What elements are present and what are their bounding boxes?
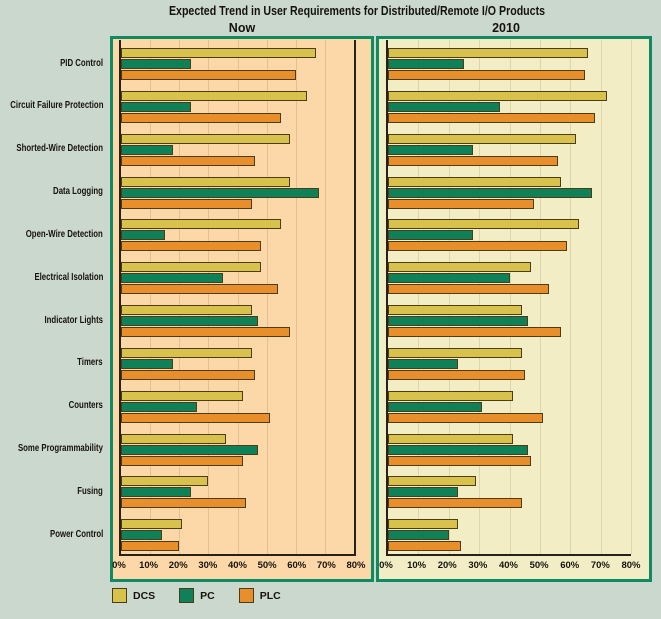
bar-pc [121, 359, 173, 369]
x-tick-label: 30% [468, 560, 488, 571]
bar-pc [121, 487, 191, 497]
bar-dcs [121, 48, 316, 58]
bar-group [388, 468, 631, 511]
x-tick-label: 50% [257, 560, 277, 571]
bar-plc [121, 498, 246, 508]
bar-plc [388, 241, 567, 251]
bar-dcs [388, 134, 576, 144]
bar-dcs [388, 476, 476, 486]
bar-pc [121, 402, 197, 412]
x-tick-label: 70% [590, 560, 610, 571]
bar-dcs [121, 348, 252, 358]
bar-dcs [121, 391, 243, 401]
x-tick-label: 60% [560, 560, 580, 571]
bar-dcs [388, 177, 561, 187]
x-tick-label: 30% [198, 560, 218, 571]
x-tick-label: 10% [139, 560, 159, 571]
bar-dcs [121, 177, 290, 187]
chart-title: Expected Trend in User Requirements for Distributed/Remote I/O Products [168, 4, 546, 18]
bar-plc [388, 284, 549, 294]
x-tick-label: 20% [168, 560, 188, 571]
bar-dcs [388, 391, 513, 401]
bar-group [121, 297, 354, 340]
legend-swatch [179, 588, 194, 603]
bar-group [121, 83, 354, 126]
category-axis [0, 40, 106, 554]
x-tick-label: 40% [227, 560, 248, 571]
bar-group [121, 211, 354, 254]
legend-label: PC [200, 589, 215, 602]
bar-pc [121, 316, 258, 326]
bar-dcs [121, 262, 261, 272]
bar-group [121, 40, 354, 83]
legend-swatch [112, 588, 127, 603]
x-tick-label: 20% [437, 560, 457, 571]
bar-pc [121, 530, 162, 540]
bar-dcs [388, 434, 513, 444]
bar-dcs [388, 519, 458, 529]
bar-pc [388, 145, 473, 155]
legend-item-pc [179, 588, 215, 603]
bar-dcs [388, 348, 522, 358]
bar-pc [388, 230, 473, 240]
bar-plc [121, 413, 270, 423]
legend-item-dcs [112, 588, 155, 603]
category-label: Indicator Lights [44, 314, 103, 326]
bar-pc [121, 445, 258, 455]
bar-pc [388, 402, 482, 412]
category-label: Electrical Isolation [34, 271, 103, 283]
panel-2010 [376, 36, 652, 582]
bar-group [121, 254, 354, 297]
bar-pc [388, 59, 464, 69]
bar-group [121, 169, 354, 212]
legend-item-plc [239, 588, 281, 603]
bar-plc [388, 70, 585, 80]
bar-plc [121, 327, 290, 337]
category-label: Circuit Failure Protection [9, 100, 103, 112]
bar-dcs [388, 91, 607, 101]
category-label: Fusing [77, 485, 103, 497]
legend-label: DCS [133, 589, 156, 602]
category-label: Some Programmability [18, 443, 103, 454]
panel-title-now: Now [228, 21, 256, 35]
bar-dcs [121, 305, 252, 315]
bar-group [388, 126, 631, 169]
category-label: Power Control [49, 528, 103, 540]
category-label: Open-Wire Detection [25, 228, 103, 240]
x-tick-label: 50% [529, 560, 549, 571]
panel-title-2010: 2010 [492, 21, 520, 35]
x-tick-label: 0% [112, 560, 126, 571]
bar-dcs [121, 134, 290, 144]
category-label: Data Logging [53, 186, 103, 197]
bar-dcs [388, 48, 588, 58]
bar-pc [121, 273, 223, 283]
bar-group [388, 383, 631, 426]
category-label: PID Control [60, 57, 103, 69]
bar-pc [388, 359, 458, 369]
bar-group [121, 126, 354, 169]
bar-dcs [388, 305, 522, 315]
bar-pc [388, 487, 458, 497]
bar-pc [388, 273, 510, 283]
bar-plc [121, 456, 243, 466]
bar-plc [388, 199, 534, 209]
bar-group [388, 340, 631, 383]
bar-group [388, 511, 631, 554]
x-tick-label: 10% [407, 560, 427, 571]
bar-group [388, 211, 631, 254]
bar-pc [121, 230, 165, 240]
bar-pc [388, 102, 500, 112]
bar-plc [121, 113, 281, 123]
bar-dcs [121, 519, 182, 529]
bar-group [388, 297, 631, 340]
bar-plc [121, 284, 278, 294]
bar-group [121, 426, 354, 469]
bar-pc [121, 102, 191, 112]
bar-dcs [388, 262, 531, 272]
bar-pc [388, 316, 528, 326]
gridline [631, 40, 632, 554]
bar-plc [388, 327, 561, 337]
legend [112, 588, 281, 603]
bar-dcs [121, 91, 307, 101]
bar-plc [388, 541, 461, 551]
x-tick-label: 40% [498, 560, 519, 571]
bar-group [388, 426, 631, 469]
category-label: Timers [77, 357, 103, 369]
bar-group [388, 254, 631, 297]
bar-plc [388, 413, 543, 423]
x-tick-label: 80% [621, 560, 641, 571]
legend-swatch [239, 588, 254, 603]
bar-plc [388, 156, 558, 166]
bar-plc [121, 70, 296, 80]
bar-plc [388, 498, 522, 508]
bar-dcs [121, 434, 226, 444]
bar-pc [388, 530, 449, 540]
bar-pc [121, 59, 191, 69]
plot-area-2010 [386, 40, 631, 556]
x-axis-2010 [379, 560, 641, 576]
bar-group [388, 40, 631, 83]
bar-plc [388, 456, 531, 466]
category-label: Counters [68, 400, 103, 412]
bar-plc [388, 113, 595, 123]
category-label: Shorted-Wire Detection [16, 143, 103, 155]
x-tick-label: 80% [346, 560, 366, 571]
bar-group [388, 83, 631, 126]
bar-dcs [121, 219, 281, 229]
bar-plc [121, 199, 252, 209]
bar-pc [388, 445, 528, 455]
plot-area-now [119, 40, 356, 556]
bar-plc [121, 541, 179, 551]
x-tick-label: 60% [287, 560, 307, 571]
panel-now [110, 36, 374, 582]
bar-dcs [388, 219, 579, 229]
x-axis-now [112, 560, 366, 576]
bar-pc [121, 145, 173, 155]
bar-dcs [121, 476, 208, 486]
bar-group [121, 511, 354, 554]
x-tick-label: 70% [316, 560, 336, 571]
bar-group [121, 468, 354, 511]
legend-label: PLC [259, 589, 281, 602]
bar-pc [121, 188, 319, 198]
bar-group [121, 383, 354, 426]
bar-pc [388, 188, 592, 198]
bar-group [121, 340, 354, 383]
bar-plc [388, 370, 525, 380]
x-tick-label: 0% [379, 560, 393, 571]
bar-plc [121, 156, 255, 166]
bar-plc [121, 241, 261, 251]
bar-plc [121, 370, 255, 380]
bar-group [388, 169, 631, 212]
